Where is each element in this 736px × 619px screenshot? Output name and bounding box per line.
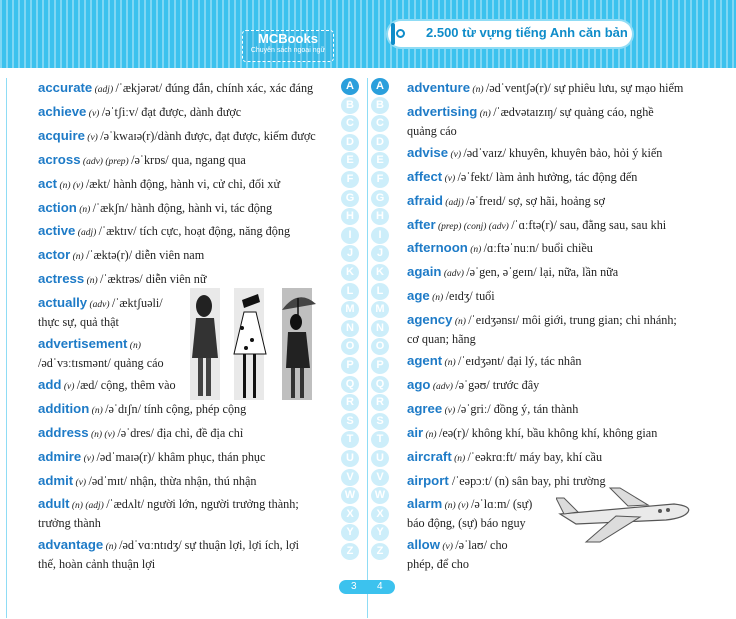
alphabet-tab-z[interactable]: Z [341, 543, 359, 560]
alphabet-tab-j[interactable]: J [341, 245, 359, 262]
left-divider [6, 78, 7, 618]
alphabet-tab-n[interactable]: N [341, 320, 359, 337]
definition-continued: phép, để cho [407, 557, 469, 572]
part-of-speech: (n) [442, 358, 458, 368]
dictionary-entry [407, 311, 699, 348]
alphabet-tab-d[interactable]: D [371, 134, 389, 151]
headword: advise [407, 144, 449, 160]
headword: agency [407, 312, 453, 328]
dictionary-entry [407, 352, 699, 372]
part-of-speech: (n) [467, 245, 484, 256]
alphabet-tab-d[interactable]: D [341, 134, 359, 151]
headword: airport [407, 472, 449, 488]
headword: active [38, 223, 76, 239]
definition: /əˈgen, əˈgeɪn/ lại, nữa, lần nữa [466, 265, 619, 280]
headword: add [38, 376, 62, 392]
part-of-speech: (n) [477, 108, 494, 119]
dictionary-entry [38, 448, 330, 468]
alphabet-tab-r[interactable]: R [371, 394, 389, 411]
logo-subtitle: Chuyên sách ngoại ngữ [250, 47, 326, 54]
part-of-speech: (n) (v) [88, 429, 118, 440]
headword: address [38, 424, 89, 440]
definition: /ˈeəkrɑːft/ máy bay, khí cầu [467, 449, 603, 464]
part-of-speech: (n) [103, 542, 120, 553]
part-of-speech: (adj) [75, 228, 99, 239]
tag-hole-icon [396, 29, 405, 38]
alphabet-tab-b[interactable]: B [371, 97, 389, 114]
definition: /əˈlaʊ/ cho [455, 538, 508, 553]
definition: /əˈgəʊ/ trước đây [455, 377, 540, 392]
alphabet-tab-y[interactable]: Y [341, 524, 359, 541]
alphabet-tab-w[interactable]: W [371, 487, 389, 504]
alphabet-tab-c[interactable]: C [371, 115, 389, 132]
book-title-banner [388, 21, 632, 47]
alphabet-tab-y[interactable]: Y [371, 524, 389, 541]
headword: adult [38, 496, 70, 512]
alphabet-tab-u[interactable]: U [341, 450, 359, 467]
alphabet-tab-q[interactable]: Q [371, 376, 389, 393]
definition: /əˈgriː/ đồng ý, tán thành [457, 401, 579, 416]
definition-continued: thực sự, quả thật [38, 315, 119, 330]
definition: /ədˈvaɪz/ khuyên, khuyên bảo, hỏi ý kiến [463, 145, 663, 160]
dictionary-entry [407, 263, 699, 283]
alphabet-tab-s[interactable]: S [341, 413, 359, 430]
alphabet-tab-p[interactable]: P [341, 357, 359, 374]
headword: ago [407, 376, 431, 392]
alphabet-tab-v[interactable]: V [371, 469, 389, 486]
headword: advertising [407, 103, 478, 119]
part-of-speech: (v) [84, 132, 101, 143]
definition: /ˈeəpɔːt/ (n) sân bay, phi trường [451, 473, 606, 488]
alphabet-tab-g[interactable]: G [371, 190, 389, 207]
alphabet-tab-m[interactable]: M [341, 301, 359, 318]
dictionary-entry [38, 472, 330, 492]
part-of-speech: (adj) [92, 85, 116, 95]
headword: agent [407, 353, 443, 368]
part-of-speech: (adj) [442, 197, 467, 208]
definition-continued: cơ quan; hãng [407, 332, 476, 347]
alphabet-tab-b[interactable]: B [341, 97, 359, 114]
dictionary-entry [407, 400, 699, 420]
alphabet-tab-x[interactable]: X [371, 506, 389, 523]
alphabet-tab-c[interactable]: C [341, 115, 359, 132]
definition: /əˈdres/ địa chỉ, đề địa chỉ [117, 425, 244, 440]
alphabet-tab-e[interactable]: E [371, 152, 389, 169]
dictionary-entry [38, 127, 330, 147]
part-of-speech: (n) [470, 85, 486, 95]
headword: affect [407, 168, 443, 184]
dictionary-entry [407, 168, 699, 188]
part-of-speech: (prep) (conj) (adv) [435, 221, 512, 232]
part-of-speech: (n) [429, 293, 446, 304]
alphabet-tab-f[interactable]: F [371, 171, 389, 188]
definition: /ækt/ hành động, hành vi, cử chỉ, đối xử [85, 176, 281, 191]
part-of-speech: (n) [89, 405, 106, 416]
alphabet-tab-z[interactable]: Z [371, 543, 389, 560]
alphabet-tab-n[interactable]: N [371, 320, 389, 337]
part-of-speech: (v) [81, 453, 97, 464]
definition: /ˈædvətaɪzɪŋ/ sự quảng cáo, nghề [493, 104, 654, 119]
part-of-speech: (v) [73, 477, 89, 488]
alphabet-tab-j[interactable]: J [371, 245, 389, 262]
dictionary-entry [407, 216, 699, 236]
headword: again [407, 264, 442, 280]
part-of-speech: (n) [127, 341, 141, 351]
dictionary-entry [407, 144, 699, 164]
definition: /ˈæktə(r)/ diễn viên nam [86, 248, 205, 263]
part-of-speech: (n) [451, 453, 468, 464]
headword: age [407, 288, 430, 304]
alphabet-tab-o[interactable]: O [371, 338, 389, 355]
part-of-speech: (adv) [441, 269, 467, 280]
alphabet-tab-k[interactable]: K [371, 264, 389, 281]
headword: advantage [38, 537, 104, 553]
definition-continued: thế, hoàn cảnh thuận lợi [38, 557, 156, 572]
part-of-speech: (v) [448, 149, 464, 160]
headword: actually [38, 295, 88, 311]
part-of-speech: (n) [76, 204, 93, 215]
fashion-women-illustration [190, 288, 330, 403]
definition: /ədˈventʃə(r)/ sự phiêu lưu, sự mạo hiểm [485, 81, 684, 95]
headword: allow [407, 537, 440, 553]
alphabet-tab-l[interactable]: L [371, 283, 389, 300]
definition: /ˈeɪdʒənsɪ/ môi giới, trung gian; chi nhánh; [468, 313, 677, 328]
alphabet-tab-h[interactable]: H [371, 208, 389, 225]
part-of-speech: (n) (v) [57, 180, 86, 191]
definition: /ədˈmaɪə(r)/ khâm phục, thán phục [96, 449, 266, 464]
dictionary-entry [407, 239, 699, 259]
definition: /əˈtʃiːv/ đạt được, dành được [101, 104, 242, 119]
alphabet-index-right [368, 78, 394, 562]
dictionary-entry [38, 424, 330, 444]
definition: /æd/ cộng, thêm vào [76, 377, 176, 392]
definition: /əˈkrɒs/ qua, ngang qua [131, 152, 246, 167]
alphabet-tab-s[interactable]: S [371, 413, 389, 430]
dictionary-entry [38, 495, 330, 532]
definition-continued: quảng cáo [407, 123, 457, 138]
dictionary-entry [38, 199, 330, 219]
headword: afraid [407, 192, 443, 208]
definition: /əˈkwaɪə(r)/dành được, đạt được, kiếm được [100, 128, 316, 143]
alphabet-tab-g[interactable]: G [341, 190, 359, 207]
definition-continued: báo động, (sự) báo nguy [407, 516, 526, 531]
definition: /ˈækjərət/ đúng đắn, chính xác, xác đáng [115, 81, 314, 95]
alphabet-tab-t[interactable]: T [341, 431, 359, 448]
alphabet-index-left [338, 78, 364, 562]
alphabet-tab-o[interactable]: O [341, 338, 359, 355]
definition: /ədˈmɪt/ nhận, thừa nhận, thú nhận [88, 473, 257, 488]
definition: /ˈɑːftə(r)/ sau, đằng sau, sau khi [511, 217, 667, 232]
alphabet-tab-h[interactable]: H [341, 208, 359, 225]
definition-continued: trưởng thành [38, 516, 101, 531]
headword: act [38, 175, 58, 191]
headword: after [407, 216, 436, 232]
headword: across [38, 151, 81, 167]
part-of-speech: (adv) [430, 381, 456, 392]
part-of-speech: (n) [84, 276, 101, 287]
headword: actress [38, 271, 85, 287]
part-of-speech: (v) [86, 108, 102, 119]
dictionary-entry [38, 222, 330, 242]
definition: /ˈæktrəs/ diễn viên nữ [100, 272, 207, 287]
headword: achieve [38, 103, 87, 119]
part-of-speech: (v) [442, 405, 458, 416]
headword: alarm [407, 496, 443, 512]
logo-title: MCBooks [258, 31, 318, 46]
dictionary-entry [38, 536, 330, 573]
headword: acquire [38, 127, 85, 143]
book-title: 2.500 từ vựng tiếng Anh căn bản [426, 25, 628, 40]
dictionary-entry [407, 287, 699, 307]
definition: /ədˈvɑːntɪdʒ/ sự thuận lợi, lợi ích, lợi [119, 538, 299, 553]
page-number-bar [339, 580, 395, 594]
headword: action [38, 199, 77, 215]
part-of-speech: (adv) (prep) [80, 156, 132, 167]
alphabet-tab-t[interactable]: T [371, 431, 389, 448]
headword: afternoon [407, 240, 468, 256]
alphabet-tab-e[interactable]: E [341, 152, 359, 169]
dictionary-entry [38, 79, 330, 99]
definition: /ˈeɪdʒənt/ đại lý, tác nhân [458, 354, 582, 368]
alphabet-tab-v[interactable]: V [341, 469, 359, 486]
part-of-speech: (n) [423, 429, 439, 440]
alphabet-tab-q[interactable]: Q [341, 376, 359, 393]
part-of-speech: (v) [61, 381, 77, 392]
definition: /eɪdʒ/ tuổi [445, 289, 495, 304]
headword: admire [38, 448, 82, 464]
alphabet-tab-a[interactable]: A [371, 78, 389, 95]
alphabet-tab-i[interactable]: I [341, 227, 359, 244]
alphabet-tab-r[interactable]: R [341, 394, 359, 411]
alphabet-tab-u[interactable]: U [371, 450, 389, 467]
dictionary-entry [407, 376, 699, 396]
definition: /əˈdɪʃn/ tính cộng, phép cộng [105, 401, 247, 416]
headword: actor [38, 247, 71, 263]
alphabet-tab-x[interactable]: X [341, 506, 359, 523]
dictionary-entry [407, 79, 699, 99]
definition: /əˈfreɪd/ sợ, sợ hãi, hoảng sợ [466, 193, 605, 208]
headword: accurate [38, 80, 93, 95]
part-of-speech: (v) [442, 173, 458, 184]
dictionary-entry [38, 175, 330, 195]
definition: /ˈædʌlt/ người lớn, người trưởng thành; [106, 497, 299, 512]
alphabet-tab-l[interactable]: L [341, 283, 359, 300]
headword: advertisement [38, 336, 128, 351]
dictionary-entry [407, 424, 699, 444]
headword: agree [407, 400, 443, 416]
headword: aircraft [407, 448, 452, 464]
dictionary-entry [38, 246, 330, 266]
alphabet-tab-m[interactable]: M [371, 301, 389, 318]
definition: /ˈæktɪv/ tích cực, hoạt động, năng động [98, 224, 291, 239]
dictionary-entry [407, 448, 699, 468]
alphabet-tab-w[interactable]: W [341, 487, 359, 504]
headword: addition [38, 400, 90, 416]
definition-continued: /ədˈvɜːtɪsmənt/ quảng cáo [38, 356, 164, 370]
tag-icon [391, 23, 395, 45]
headword: adventure [407, 80, 471, 95]
publisher-logo [242, 30, 334, 62]
alphabet-tab-p[interactable]: P [371, 357, 389, 374]
part-of-speech: (n) (v) [442, 501, 471, 512]
page-number-left: 3 [351, 581, 357, 592]
definition: /əˈlɑːm/ (sự) [470, 497, 533, 512]
part-of-speech: (adv) [87, 300, 112, 311]
definition: /eə(r)/ không khí, bầu không khí, không gian [438, 425, 658, 440]
dictionary-entry [38, 103, 330, 123]
dictionary-entry [407, 103, 699, 140]
part-of-speech: (n) [452, 317, 469, 328]
definition: /əˈfekt/ làm ảnh hưởng, tác động đến [457, 169, 638, 184]
alphabet-tab-i[interactable]: I [371, 227, 389, 244]
dictionary-entry [407, 192, 699, 212]
headword: admit [38, 472, 74, 488]
alphabet-tab-k[interactable]: K [341, 264, 359, 281]
page-number-right: 4 [377, 581, 383, 592]
definition: /ˈæktʃuəli/ [111, 296, 163, 311]
alphabet-tab-f[interactable]: F [341, 171, 359, 188]
headword: air [407, 424, 424, 440]
alphabet-tab-a[interactable]: A [341, 78, 359, 95]
part-of-speech: (v) [439, 542, 456, 553]
part-of-speech: (n) [70, 252, 87, 263]
airplane-illustration [556, 484, 696, 546]
definition: /ɑːftəˈnuːn/ buổi chiều [483, 241, 593, 256]
part-of-speech: (n) (adj) [69, 501, 107, 512]
dictionary-entry [38, 151, 330, 171]
definition: /ˈækʃn/ hành động, hành vi, tác động [92, 200, 273, 215]
page-header [0, 0, 736, 68]
